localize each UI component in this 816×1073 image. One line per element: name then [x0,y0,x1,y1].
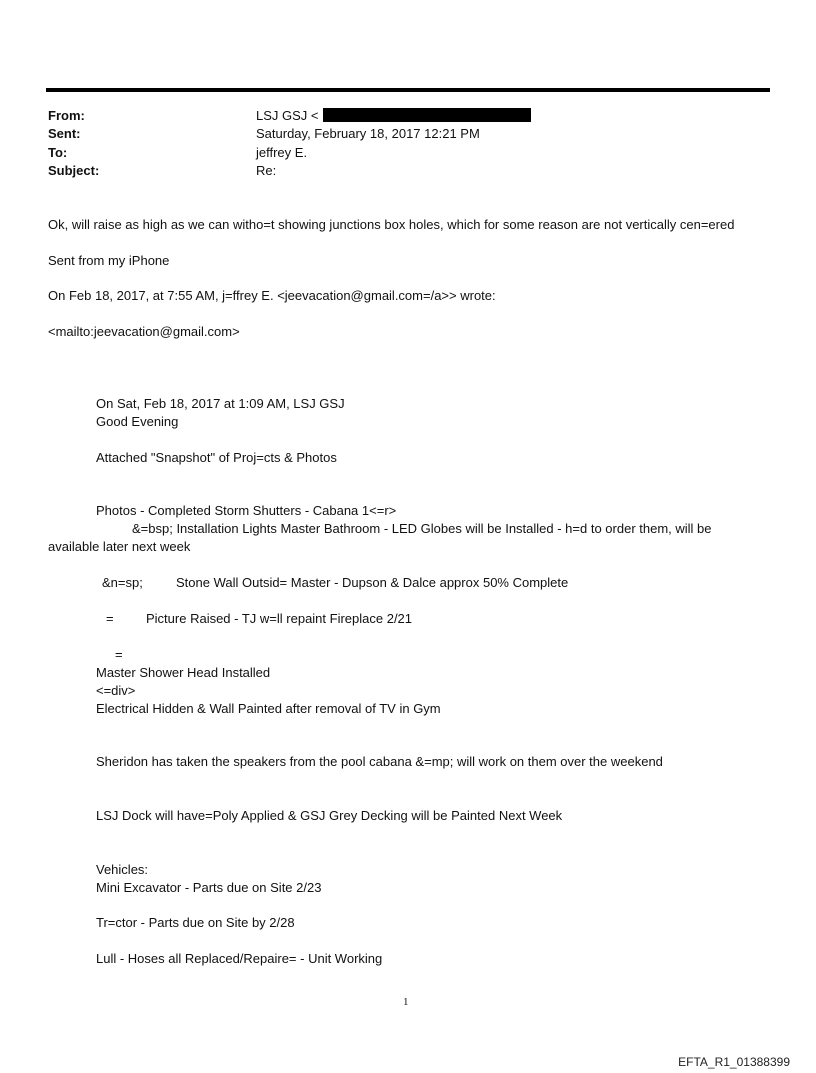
quoted-line: = [106,611,114,626]
quoted-line: Picture Raised - TJ w=ll repaint Fireplace 2/21 [146,611,413,626]
sent-value: Saturday, February 18, 2017 12:21 PM [256,126,480,141]
header-rule [46,88,770,92]
to-label: To: [48,145,68,160]
quoted-line: = [115,647,123,662]
quoted-line: &n=sp; [102,575,143,590]
quoted-line: Mini Excavator - Parts due on Site 2/23 [96,880,322,895]
quoted-line: On Sat, Feb 18, 2017 at 1:09 AM, LSJ GSJ [96,396,345,411]
quoted-line: Vehicles: [96,862,149,877]
quoted-line: Stone Wall Outsid= Master - Dupson & Dalce approx 50% Complete [176,575,569,590]
quoted-line: Master Shower Head Installed [96,665,271,680]
from-name: LSJ GSJ < [256,108,319,123]
body-line: On Feb 18, 2017, at 7:55 AM, j=ffrey E. <jeevacation@gmail.com=/a>> wrote: [48,288,496,303]
quoted-line: Good Evening [96,414,179,429]
body-line: <mailto:jeevacation@gmail.com> [48,324,240,339]
sent-label: Sent: [48,126,81,141]
quoted-line: Photos - Completed Storm Shutters - Cabana 1<=r> [96,503,397,518]
subject-label: Subject: [48,163,100,178]
subject-value: Re: [256,163,277,178]
body-line: Sent from my iPhone [48,253,170,268]
quoted-line: Sheridon has taken the speakers from the pool cabana &=mp; will work on them over the weekend [96,754,663,769]
redaction-block [323,108,531,122]
quoted-line: Attached "Snapshot" of Proj=cts & Photos [96,450,337,465]
quoted-line: Tr=ctor - Parts due on Site by 2/28 [96,915,295,930]
quoted-line: <=div> [96,683,136,698]
from-value [256,108,531,123]
quoted-line: Electrical Hidden & Wall Painted after removal of TV in Gym [96,701,441,716]
body-line: Ok, will raise as high as we can witho=t showing junctions box holes, which for some reason are not vertically cen=ered [48,217,735,232]
to-value: jeffrey E. [256,145,308,160]
quoted-line: LSJ Dock will have=Poly Applied & GSJ Grey Decking will be Painted Next Week [96,808,563,823]
from-label: From: [48,108,85,123]
bates-number: EFTA_R1_01388399 [678,1055,790,1069]
quoted-line: available later next week [48,539,191,554]
quoted-line: &=bsp; Installation Lights Master Bathroom - LED Globes will be Installed - h=d to order them, will be [132,521,712,536]
quoted-line: Lull - Hoses all Replaced/Repaire= - Unit Working [96,951,383,966]
page-number: 1 [403,996,409,1008]
